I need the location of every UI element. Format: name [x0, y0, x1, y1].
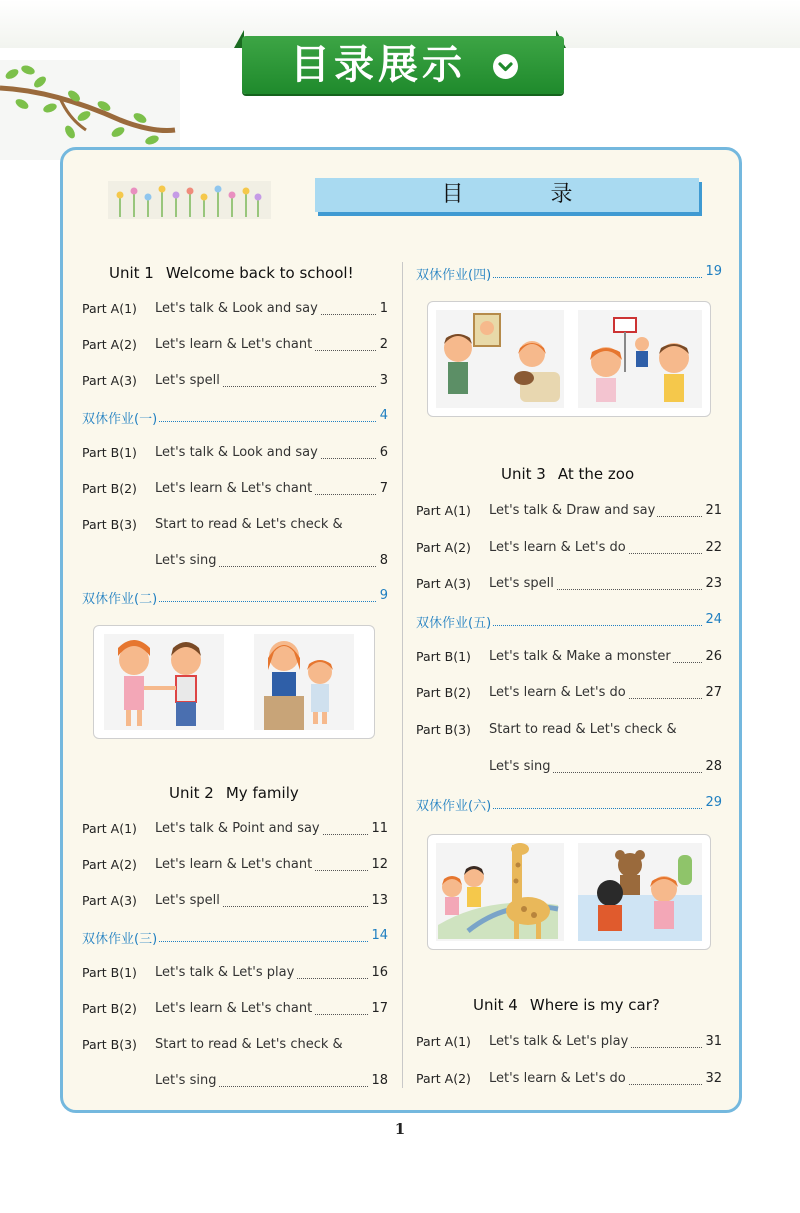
page-number: 19 [705, 264, 722, 279]
toc-title: 目 录 [441, 182, 613, 207]
unit-number: Unit 4 [473, 996, 518, 1014]
entry-title: Let's learn & Let's do [489, 685, 626, 700]
homework-entry[interactable] [82, 928, 388, 948]
unit-heading[interactable] [169, 784, 299, 802]
page-number: 2 [379, 337, 388, 352]
part-label: Part B(3) [82, 517, 137, 532]
entry-title: Let's talk & Look and say [155, 445, 318, 460]
part-label: Part B(1) [82, 965, 137, 980]
illustration-family [427, 301, 711, 417]
toc-entry[interactable] [82, 1073, 388, 1093]
page-number: 7 [379, 481, 388, 496]
toc-entry[interactable] [82, 893, 388, 913]
toc-entry[interactable] [416, 649, 722, 669]
toc-entry[interactable] [82, 517, 388, 537]
illustration-zoo [427, 834, 711, 950]
unit-heading[interactable] [501, 465, 634, 483]
page-number: 17 [371, 1001, 388, 1016]
entry-title: Let's learn & Let's chant [155, 1001, 313, 1016]
part-label: Part B(2) [416, 685, 471, 700]
page-number: 4 [379, 408, 388, 423]
banner-title: 目录展示 [290, 42, 466, 88]
page-number: 18 [371, 1073, 388, 1088]
page-number: 8 [379, 553, 388, 568]
toc-title-box [315, 178, 699, 212]
entry-title: Let's learn & Let's chant [155, 857, 313, 872]
toc-entry[interactable] [82, 553, 388, 573]
entry-title: Let's learn & Let's do [489, 540, 626, 555]
part-label: Part B(1) [82, 445, 137, 460]
entry-title: Let's learn & Let's do [489, 1071, 626, 1086]
toc-entry[interactable] [416, 503, 722, 523]
page-number: 12 [371, 857, 388, 872]
unit-name: Where is my car? [529, 996, 660, 1014]
toc-entry[interactable] [416, 685, 722, 705]
page-number: 6 [379, 445, 388, 460]
part-label: Part A(1) [416, 503, 471, 518]
unit-name: At the zoo [557, 465, 635, 483]
entry-title: Let's spell [489, 576, 554, 591]
page-number: 3 [379, 373, 388, 388]
toc-entry[interactable] [82, 965, 388, 985]
part-label: Part A(3) [416, 576, 471, 591]
part-label: Part B(2) [82, 1001, 137, 1016]
page-number: 22 [705, 540, 722, 555]
entry-title: 双休作业(五) [416, 612, 493, 631]
banner [242, 36, 564, 94]
chevron-down-icon [493, 54, 518, 79]
entry-title: Let's talk & Look and say [155, 301, 318, 316]
toc-entry[interactable] [416, 540, 722, 560]
page-number: 29 [705, 795, 722, 810]
toc-entry[interactable] [82, 821, 388, 841]
page-number: 9 [379, 588, 388, 603]
entry-title: Let's sing [155, 553, 217, 568]
entry-title: 双休作业(三) [82, 928, 159, 947]
toc-entry[interactable] [82, 1001, 388, 1021]
page-number: 31 [705, 1034, 722, 1049]
homework-entry[interactable] [416, 612, 722, 632]
page-number: 1 [379, 301, 388, 316]
homework-entry[interactable] [82, 408, 388, 428]
part-label: Part B(3) [416, 722, 471, 737]
page-number: 16 [371, 965, 388, 980]
toc-entry[interactable] [82, 445, 388, 465]
unit-name: My family [225, 784, 299, 802]
part-label: Part A(3) [82, 373, 137, 388]
page-number: 11 [371, 821, 388, 836]
part-label: Part A(2) [82, 857, 137, 872]
part-label: Part A(2) [82, 337, 137, 352]
entry-title: Let's sing [489, 759, 551, 774]
homework-entry[interactable] [82, 588, 388, 608]
toc-entry[interactable] [82, 337, 388, 357]
entry-title: Let's talk & Draw and say [489, 503, 656, 518]
page-number: 28 [705, 759, 722, 774]
toc-entry[interactable] [416, 1034, 722, 1054]
entry-title: Let's talk & Point and say [155, 821, 320, 836]
homework-entry[interactable] [416, 795, 722, 815]
page-number: 26 [705, 649, 722, 664]
part-label: Part B(3) [82, 1037, 137, 1052]
toc-entry[interactable] [416, 722, 722, 742]
entry-title: Let's spell [155, 893, 220, 908]
branch-decoration [0, 60, 180, 160]
entry-title: Let's learn & Let's chant [155, 481, 313, 496]
unit-name: Welcome back to school! [165, 264, 354, 282]
entry-title: Let's spell [155, 373, 220, 388]
unit-number: Unit 1 [109, 264, 154, 282]
toc-entry[interactable] [416, 759, 722, 779]
part-label: Part B(1) [416, 649, 471, 664]
toc-entry[interactable] [82, 1037, 388, 1057]
toc-entry[interactable] [82, 857, 388, 877]
entry-title: 双休作业(四) [416, 264, 493, 283]
toc-entry[interactable] [416, 576, 722, 596]
toc-entry[interactable] [416, 1071, 722, 1091]
entry-title: 双休作业(一) [82, 408, 159, 427]
flowers-decoration [108, 181, 271, 219]
page-number: 32 [705, 1071, 722, 1086]
toc-entry[interactable] [82, 301, 388, 321]
page-number: 23 [705, 576, 722, 591]
unit-number: Unit 2 [169, 784, 214, 802]
toc-entry[interactable] [82, 481, 388, 501]
toc-panel [60, 147, 742, 1113]
page-number: 21 [705, 503, 722, 518]
entry-title: Let's learn & Let's chant [155, 337, 313, 352]
part-label: Part A(3) [82, 893, 137, 908]
entry-title: Start to read & Let's check & [155, 517, 343, 532]
part-label: Part A(2) [416, 540, 471, 555]
part-label: Part A(1) [82, 301, 137, 316]
entry-title: Let's talk & Make a monster [489, 649, 671, 664]
part-label: Part A(1) [416, 1034, 471, 1049]
illustration-greeting [93, 625, 375, 739]
page-number: 13 [371, 893, 388, 908]
page-number-footer: 1 [394, 1120, 406, 1138]
homework-entry[interactable] [416, 264, 722, 284]
entry-title: Let's talk & Let's play [155, 965, 295, 980]
unit-heading[interactable] [473, 996, 660, 1014]
part-label: Part B(2) [82, 481, 137, 496]
toc-entry[interactable] [82, 373, 388, 393]
entry-title: 双休作业(六) [416, 795, 493, 814]
page-number: 14 [371, 928, 388, 943]
entry-title: Start to read & Let's check & [489, 722, 677, 737]
page-number: 24 [705, 612, 722, 627]
column-divider [402, 262, 403, 1088]
page-number: 27 [705, 685, 722, 700]
part-label: Part A(1) [82, 821, 137, 836]
part-label: Part A(2) [416, 1071, 471, 1086]
unit-heading[interactable] [109, 264, 354, 282]
entry-title: Let's sing [155, 1073, 217, 1088]
entry-title: Start to read & Let's check & [155, 1037, 343, 1052]
entry-title: 双休作业(二) [82, 588, 159, 607]
entry-title: Let's talk & Let's play [489, 1034, 629, 1049]
unit-number: Unit 3 [501, 465, 546, 483]
